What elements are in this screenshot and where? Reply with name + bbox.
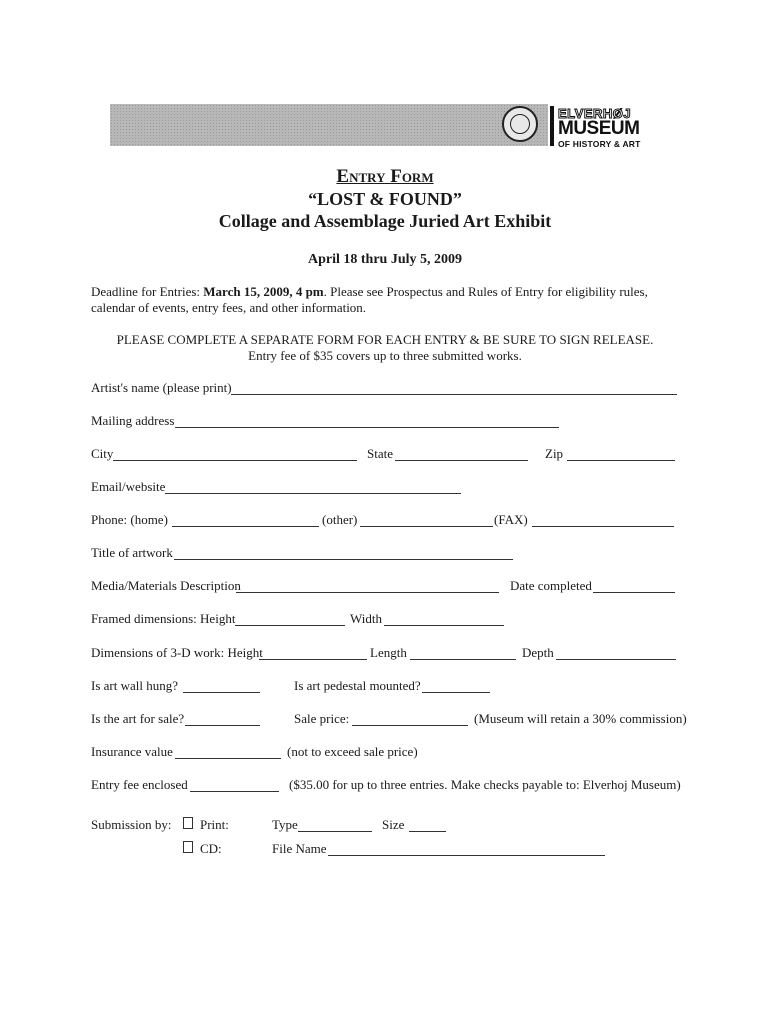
- print-label: Print:: [200, 817, 229, 832]
- form-title: Entry Form: [336, 166, 434, 187]
- for-sale-label: Is the art for sale?: [91, 711, 185, 726]
- framed-height-label: Framed dimensions: Height: [91, 611, 236, 626]
- city-label: City: [91, 446, 114, 461]
- logo-line-1: ELVERHØJ: [558, 106, 632, 121]
- width-label: Width: [350, 611, 382, 626]
- email-field[interactable]: [165, 493, 461, 494]
- mailing-address-label: Mailing address: [91, 413, 175, 428]
- phone-home-label: Phone: (home): [91, 512, 168, 527]
- museum-seal-icon: [502, 106, 538, 142]
- city-field[interactable]: [113, 460, 357, 461]
- type-field[interactable]: [298, 831, 372, 832]
- wall-hung-label: Is art wall hung?: [91, 678, 179, 693]
- artist-name-field[interactable]: [231, 394, 677, 395]
- media-label: Media/Materials Description: [91, 578, 241, 593]
- cd-label: CD:: [200, 841, 222, 856]
- pedestal-field[interactable]: [422, 692, 490, 693]
- notice-line-1: PLEASE COMPLETE A SEPARATE FORM FOR EACH ENTRY & BE SURE TO SIGN RELEASE.: [116, 332, 654, 347]
- phone-other-label: (other): [322, 512, 358, 527]
- size-label: Size: [382, 817, 405, 832]
- email-label: Email/website: [91, 479, 166, 494]
- phone-other-field[interactable]: [360, 526, 493, 527]
- insurance-field[interactable]: [175, 758, 281, 759]
- title-artwork-field[interactable]: [174, 559, 513, 560]
- entry-fee-label: Entry fee enclosed: [91, 777, 188, 792]
- date-completed-label: Date completed: [510, 578, 592, 593]
- length-label: Length: [370, 645, 407, 660]
- title-artwork-label: Title of artwork: [91, 545, 173, 560]
- pedestal-label: Is art pedestal mounted?: [294, 678, 421, 693]
- length-field[interactable]: [410, 659, 516, 660]
- header-band: [110, 104, 548, 146]
- mailing-address-field[interactable]: [175, 427, 559, 428]
- exhibit-dates: April 18 thru July 5, 2009: [307, 252, 462, 267]
- type-label: Type: [272, 817, 298, 832]
- date-completed-field[interactable]: [593, 592, 675, 593]
- submission-by-label: Submission by:: [91, 817, 172, 832]
- deadline-date: March 15, 2009, 4 pm: [203, 284, 324, 299]
- logo-line-3: OF HISTORY & ART: [558, 139, 641, 149]
- file-name-label: File Name: [272, 841, 327, 856]
- dim3d-height-field[interactable]: [259, 659, 367, 660]
- sale-price-field[interactable]: [352, 725, 468, 726]
- commission-note: (Museum will retain a 30% commission): [474, 711, 687, 726]
- artist-name-label: Artist's name (please print): [91, 380, 232, 395]
- logo-line-2: MUSEUM: [558, 118, 640, 139]
- zip-field[interactable]: [567, 460, 675, 461]
- size-field[interactable]: [409, 831, 446, 832]
- insurance-label: Insurance value: [91, 744, 173, 759]
- notice-line-2: Entry fee of $35 covers up to three submitted works.: [248, 348, 522, 363]
- fax-field[interactable]: [532, 526, 674, 527]
- state-field[interactable]: [395, 460, 528, 461]
- deadline-paragraph: Deadline for Entries: March 15, 2009, 4 pm. Please see Prospectus and Rules of Entry for eligibility rules, calendar of events, entry fees, and other information.: [91, 284, 648, 315]
- fax-label: (FAX): [494, 512, 528, 527]
- cd-checkbox[interactable]: [183, 841, 193, 853]
- depth-field[interactable]: [556, 659, 676, 660]
- exhibit-description: Collage and Assemblage Juried Art Exhibit: [218, 211, 552, 231]
- print-checkbox[interactable]: [183, 817, 193, 829]
- wall-hung-field[interactable]: [183, 692, 260, 693]
- sale-price-label: Sale price:: [294, 711, 350, 726]
- dim3d-height-label: Dimensions of 3-D work: Height: [91, 645, 263, 660]
- depth-label: Depth: [522, 645, 554, 660]
- entry-fee-field[interactable]: [190, 791, 279, 792]
- entry-fee-note: ($35.00 for up to three entries. Make checks payable to: Elverhoj Museum): [289, 777, 681, 792]
- logo-bar: [550, 106, 554, 146]
- exhibit-name: “LOST & FOUND”: [308, 189, 462, 209]
- width-field[interactable]: [384, 625, 504, 626]
- zip-label: Zip: [545, 446, 564, 461]
- media-field[interactable]: [236, 592, 499, 593]
- phone-home-field[interactable]: [172, 526, 319, 527]
- framed-height-field[interactable]: [235, 625, 345, 626]
- state-label: State: [367, 446, 393, 461]
- for-sale-field[interactable]: [185, 725, 260, 726]
- insurance-note: (not to exceed sale price): [287, 744, 418, 759]
- file-name-field[interactable]: [328, 855, 605, 856]
